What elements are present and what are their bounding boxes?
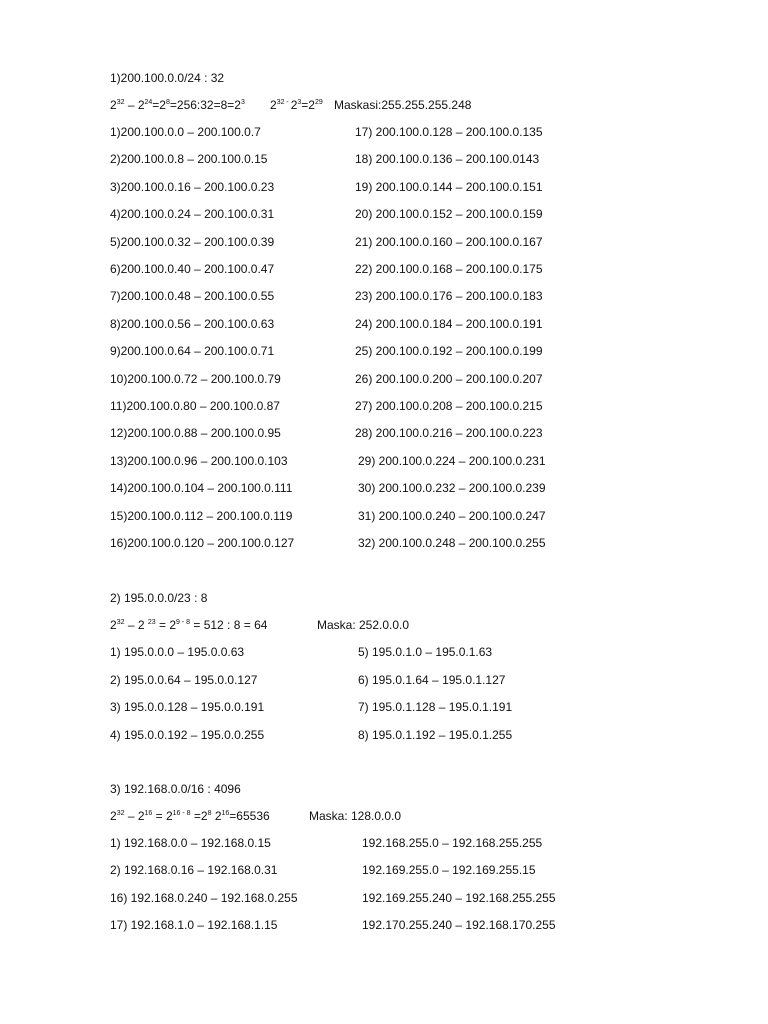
range-right: 192.169.255.240 – 192.168.255.255 <box>362 890 556 905</box>
range-right: 29) 200.100.0.224 – 200.100.0.231 <box>358 453 546 468</box>
range-right: 18) 200.100.0.136 – 200.100.0143 <box>355 152 540 167</box>
range-left: 14)200.100.0.104 – 200.100.0.111 <box>110 481 293 496</box>
range-left: 2)200.100.0.8 – 200.100.0.15 <box>110 152 268 167</box>
range-left: 7)200.100.0.48 – 200.100.0.55 <box>110 289 275 304</box>
range-right: 31) 200.100.0.240 – 200.100.0.247 <box>358 508 546 523</box>
range-right: 17) 200.100.0.128 – 200.100.0.135 <box>355 125 543 139</box>
section1-title: 1)200.100.0.0/24 : 32 <box>110 71 225 85</box>
range-right: 22) 200.100.0.168 – 200.100.0.175 <box>355 262 543 276</box>
range-left: 1) 192.168.0.0 – 192.168.0.15 <box>110 836 271 850</box>
section2-title: 2) 195.0.0.0/23 : 8 <box>110 591 208 605</box>
range-left: 8)200.100.0.56 – 200.100.0.63 <box>110 316 275 331</box>
range-right: 8) 195.0.1.192 – 195.0.1.255 <box>358 727 513 742</box>
range-left: 3)200.100.0.16 – 200.100.0.23 <box>110 179 275 194</box>
section2-mask: Maska: 252.0.0.0 <box>317 618 410 632</box>
section1-formula-b: $2^{32 -}$ $2^3=2^{29}$ <box>270 98 323 112</box>
range-left: 16)200.100.0.120 – 200.100.0.127 <box>110 536 295 550</box>
range-right: 24) 200.100.0.184 – 200.100.0.191 <box>355 316 543 331</box>
range-left: 9)200.100.0.64 – 200.100.0.71 <box>110 344 275 359</box>
section3-formula: $2^{32} - 2^{16} = 2^{16 - 8} =2^8$ $2^{16}=65536$ <box>110 809 270 823</box>
range-right: 192.169.255.0 – 192.169.255.15 <box>362 863 536 878</box>
range-left: 11)200.100.0.80 – 200.100.0.87 <box>110 399 280 413</box>
range-left: 4) 195.0.0.192 – 195.0.0.255 <box>110 727 265 742</box>
section3-mask: Maska: 128.0.0.0 <box>309 809 402 823</box>
range-left: 6)200.100.0.40 – 200.100.0.47 <box>110 262 275 276</box>
range-left: 15)200.100.0.112 – 200.100.0.119 <box>110 508 293 523</box>
range-right: 6) 195.0.1.64 – 195.0.1.127 <box>358 672 506 687</box>
range-right: 21) 200.100.0.160 – 200.100.0.167 <box>355 234 543 249</box>
range-right: 19) 200.100.0.144 – 200.100.0.151 <box>355 179 543 194</box>
range-left: 13)200.100.0.96 – 200.100.0.103 <box>110 453 288 468</box>
range-left: 1) 195.0.0.0 – 195.0.0.63 <box>110 645 245 659</box>
range-right: 27) 200.100.0.208 – 200.100.0.215 <box>355 399 543 413</box>
range-left: 16) 192.168.0.240 – 192.168.0.255 <box>110 890 298 905</box>
section3-title: 3) 192.168.0.0/16 : 4096 <box>110 782 241 796</box>
range-right: 28) 200.100.0.216 – 200.100.0.223 <box>355 426 543 441</box>
section2-formula: $2^{32} - 2$ $^{23} = 2^{9 - 8} = 512$ : 8 = 64 <box>110 618 268 632</box>
range-right: 192.168.255.0 – 192.168.255.255 <box>362 836 543 850</box>
range-right: 30) 200.100.0.232 – 200.100.0.239 <box>358 481 546 496</box>
range-left: 5)200.100.0.32 – 200.100.0.39 <box>110 234 275 249</box>
range-left: 17) 192.168.1.0 – 192.168.1.15 <box>110 917 278 932</box>
range-left: 1)200.100.0.0 – 200.100.0.7 <box>110 125 261 139</box>
range-right: 26) 200.100.0.200 – 200.100.0.207 <box>355 371 543 386</box>
range-right: 5) 195.0.1.0 – 195.0.1.63 <box>358 645 493 659</box>
range-left: 3) 195.0.0.128 – 195.0.0.191 <box>110 700 265 714</box>
range-right: 7) 195.0.1.128 – 195.0.1.191 <box>358 700 513 714</box>
section1-formula-a: $2^{32}$ – $2^{24}=2^8=256:32=8=2^3$ <box>110 98 245 112</box>
range-right: 20) 200.100.0.152 – 200.100.0.159 <box>355 207 543 222</box>
range-left: 2) 192.168.0.16 – 192.168.0.31 <box>110 863 278 878</box>
section1-mask: Maskasi:255.255.255.248 <box>334 98 472 112</box>
range-left: 4)200.100.0.24 – 200.100.0.31 <box>110 207 275 222</box>
range-right: 23) 200.100.0.176 – 200.100.0.183 <box>355 289 543 304</box>
range-left: 12)200.100.0.88 – 200.100.0.95 <box>110 426 281 441</box>
range-right: 192.170.255.240 – 192.168.170.255 <box>362 917 556 932</box>
range-right: 25) 200.100.0.192 – 200.100.0.199 <box>355 344 543 359</box>
range-left: 2) 195.0.0.64 – 195.0.0.127 <box>110 672 258 687</box>
range-left: 10)200.100.0.72 – 200.100.0.79 <box>110 371 281 386</box>
range-right: 32) 200.100.0.248 – 200.100.0.255 <box>358 536 546 550</box>
